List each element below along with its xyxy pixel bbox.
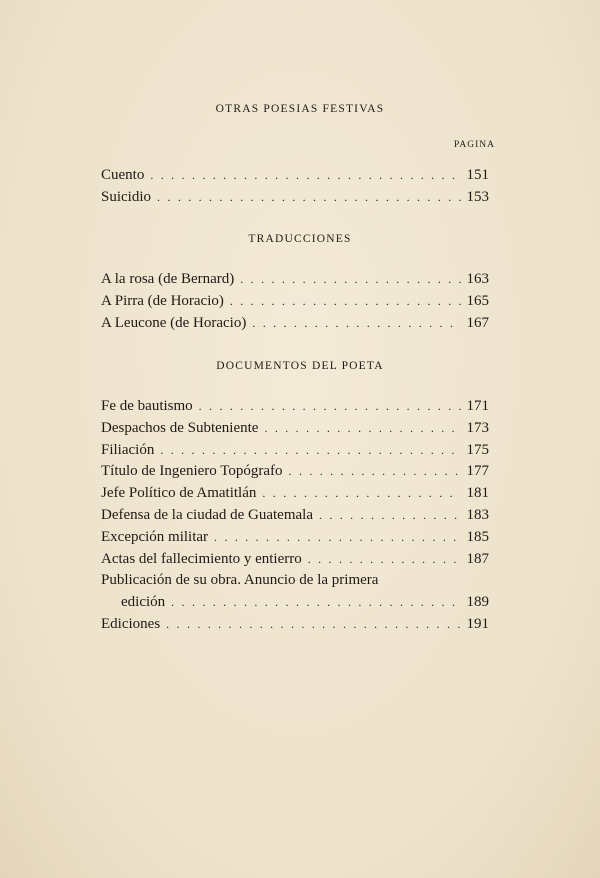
- entry-title: Excepción militar: [101, 528, 209, 545]
- toc-section-otras-poesias: [101, 165, 489, 209]
- entry-page: 183: [466, 506, 489, 523]
- toc-section-documentos: [101, 396, 489, 636]
- section-title-traducciones: TRADUCCIONES: [248, 233, 352, 245]
- entry-title: Fe de bautismo: [101, 398, 193, 414]
- dot-leader: [199, 396, 461, 418]
- entry-page: 151: [466, 167, 489, 183]
- dot-leader: [308, 549, 461, 571]
- toc-entry-continuation: [101, 592, 489, 614]
- entry-title: Ediciones: [101, 615, 161, 632]
- dot-leader: [214, 527, 460, 549]
- entry-title: Suicidio: [101, 188, 152, 205]
- entry-title: Jefe Político de Amatitlán: [101, 485, 257, 502]
- toc-entry: [101, 440, 489, 462]
- entry-page: 153: [466, 188, 489, 205]
- toc-entry: [101, 187, 489, 209]
- entry-title: A Leucone (de Horacio): [101, 314, 247, 331]
- dot-leader: [160, 440, 460, 462]
- dot-leader: [289, 461, 461, 483]
- entry-page: 187: [466, 550, 489, 567]
- entry-page: 171: [466, 398, 489, 414]
- entry-page: 167: [466, 314, 489, 331]
- toc-entry-first-line: [101, 570, 489, 592]
- dot-leader: [230, 291, 461, 313]
- dot-leader: [319, 505, 461, 527]
- toc-entry: [101, 549, 489, 571]
- toc-entry: [101, 418, 489, 440]
- entry-title: Publicación de su obra. Anuncio de la primera: [101, 572, 379, 589]
- entry-page: 175: [466, 441, 489, 458]
- toc-entry: [101, 505, 489, 527]
- dot-leader: [171, 592, 460, 614]
- toc-entry: [101, 527, 489, 549]
- dot-leader: [264, 418, 460, 440]
- toc-entry: [101, 165, 489, 187]
- dot-leader: [157, 187, 460, 209]
- pagina-column-label: PAGINA: [453, 140, 495, 150]
- toc-entry: [101, 396, 489, 418]
- section-title-otras-poesias-festivas: OTRAS POESIAS FESTIVAS: [215, 103, 385, 115]
- entry-page: 165: [466, 292, 489, 309]
- entry-page: 185: [466, 528, 489, 545]
- toc-entry: [101, 313, 489, 335]
- toc-entry: [101, 483, 489, 505]
- entry-page: 173: [466, 419, 489, 436]
- entry-page: 177: [466, 463, 489, 480]
- entry-title: Título de Ingeniero Topógrafo: [101, 463, 283, 480]
- entry-title: Filiación: [101, 441, 155, 458]
- entry-title: A la rosa (de Bernard): [101, 271, 235, 287]
- entry-title: A Pirra (de Horacio): [101, 292, 224, 309]
- toc-entry: [101, 291, 489, 313]
- toc-section-traducciones: [101, 269, 489, 334]
- section-title-documentos-del-poeta: DOCUMENTOS DEL POETA: [216, 360, 384, 372]
- dot-leader: [262, 483, 460, 505]
- dot-leader: [252, 313, 460, 335]
- entry-title: Actas del fallecimiento y entierro: [101, 550, 302, 567]
- toc-entry: [101, 461, 489, 483]
- dot-leader: [150, 165, 460, 187]
- dot-leader: [166, 614, 460, 636]
- entry-title: Defensa de la ciudad de Guatemala: [101, 506, 313, 523]
- toc-entry: [101, 269, 489, 291]
- entry-title: Despachos de Subteniente: [101, 419, 259, 436]
- entry-title-continuation: edición: [121, 594, 166, 611]
- entry-page: 191: [466, 615, 489, 632]
- toc-entry: [101, 614, 489, 636]
- dot-leader: [240, 269, 460, 291]
- entry-title: Cuento: [101, 167, 145, 183]
- entry-page: 163: [466, 271, 489, 287]
- entry-page: 189: [466, 594, 489, 611]
- entry-page: 181: [466, 485, 489, 502]
